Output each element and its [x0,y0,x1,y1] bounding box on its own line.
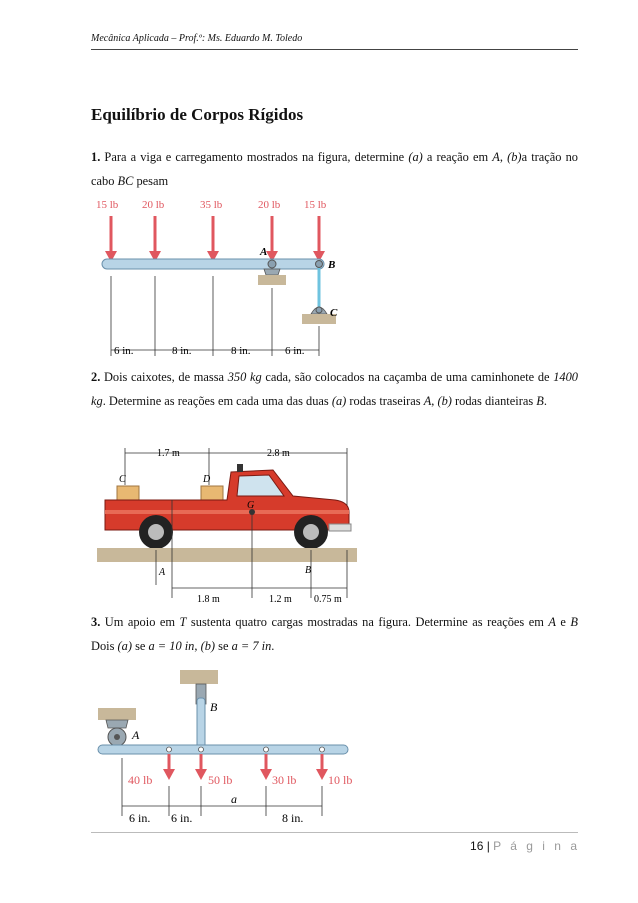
fig1-beam [102,259,324,269]
fig2-ground [97,548,357,562]
footer-separator: | [483,839,494,853]
fig1-load-5: 15 lb [304,199,327,211]
problem-2-text-d: rodas traseiras [346,394,424,408]
problem-1-text-b: a reação em [422,150,493,164]
fig3-dim-3: 8 in. [282,811,304,825]
problem-2-var-a: A [423,394,432,408]
fig3-load-2: 50 lb [208,773,233,787]
problem-3-number: 3. [91,615,101,629]
problem-3-var-t: T [179,615,187,629]
fig2-label-a: A [159,567,166,578]
figure-1-beam [92,196,352,358]
problem-3-em-b: (b) [200,639,216,653]
problem-1-text-e: pesam [133,174,169,188]
problem-3-text-b: sustenta quatro cargas mostradas na figura. Determine as reações em [186,615,549,629]
page-number: 16 [470,839,484,853]
fig1-load-2: 20 lb [142,199,165,211]
fig1-dim-2: 8 in. [172,345,192,357]
fig1-support-a-ground [258,275,286,285]
problem-1-text-c: , [499,150,508,164]
fig2-label-c: C [119,474,126,485]
problem-2-text-e: , [431,394,438,408]
fig1-load-4: 20 lb [258,199,281,211]
fig2-label-g: G [247,500,255,511]
problem-2-text-c: . Determine as reações em cada uma das duas [102,394,332,408]
fig1-label-a: A [260,246,268,258]
fig3-label-a: A [132,728,140,742]
fig2-dim-top-2: 2.8 m [267,448,290,459]
footer-rule [91,832,578,833]
fig2-crate-d [201,486,223,500]
figure-3-beam [92,666,360,826]
fig2-dim-top-1: 1.7 m [157,448,180,459]
fig1-label-b: B [328,259,336,271]
problem-3-text [91,610,578,658]
problem-2-var-b: B [536,394,544,408]
fig3-support-a-ground [98,708,136,720]
fig2-label-d: D [203,474,211,485]
problem-1-var-a: A [492,150,500,164]
problem-2-text-f: rodas dianteiras [451,394,537,408]
fig1-dim-4: 6 in. [285,345,305,357]
problem-2-mass2: 1400 kg [91,370,578,408]
problem-3-text-d: Dois [91,639,118,653]
problem-1-number: 1. [91,150,101,164]
figure-2-truck [97,440,357,608]
fig3-vertical-member [197,698,205,750]
problem-1-text [91,145,578,193]
fig3-dim-2: 6 in. [171,811,193,825]
problem-2-text-g: . [543,394,547,408]
fig1-label-c: C [330,307,338,319]
running-header: Mecânica Aplicada – Prof.º: Ms. Eduardo M. Toledo [91,33,303,44]
page-title: Equilíbrio de Corpos Rígidos [91,105,304,124]
problem-2-em-a: (a) [331,394,347,408]
fig2-dim-bottom-1: 1.8 m [197,594,220,605]
problem-2-text [91,365,578,413]
page-word: P á g i n a [493,839,580,853]
fig1-load-3: 35 lb [200,199,223,211]
fig3-dim-1: 6 in. [129,811,151,825]
problem-2-mass: 350 kg [227,370,262,384]
problem-3-text-a: Um apoio em [100,615,180,629]
fig2-dim-bottom-2: 1.2 m [269,594,292,605]
problem-3-text-f: , [194,639,201,653]
fig3-dim-a: a [231,792,237,806]
problem-2-text-a: Dois caixotes, de massa [100,370,228,384]
fig2-dim-bottom-3: 0.75 m [314,594,342,605]
problem-3-text-h: . [271,639,275,653]
fig3-load-1: 40 lb [128,773,153,787]
fig2-label-b: B [305,565,312,576]
problem-3-eq-a: a = 10 in [148,639,195,653]
page-footer [470,839,580,853]
problem-1-var-b: BC [117,174,134,188]
fig1-load-1: 15 lb [96,199,119,211]
problem-3-eq-b: a = 7 in [231,639,272,653]
problem-2-em-b: (b) [437,394,452,408]
fig3-load-4: 10 lb [328,773,353,787]
problem-2-number: 2. [91,370,101,384]
problem-1-em-a: (a) [408,150,423,164]
problem-3-var-b: B [570,615,578,629]
fig2-crate-c [117,486,139,500]
fig1-dim-3: 8 in. [231,345,251,357]
problem-3-text-e: se [131,639,149,653]
fig3-load-3: 30 lb [272,773,297,787]
problem-1-text-a: Para a viga e carregamento mostrados na figura, determine [100,150,409,164]
problem-1-text-d: a tração no cabo [91,150,578,188]
fig3-label-b: B [210,700,218,714]
fig1-dim-1: 6 in. [114,345,134,357]
problem-1-em-b: (b) [507,150,522,164]
problem-2-text-b: cada, são colocados na caçamba de uma caminhonete de [261,370,554,384]
problem-3-var-a: A [548,615,556,629]
problem-3-text-g: se [215,639,232,653]
header-rule [91,49,578,50]
fig3-beam [98,745,348,754]
fig3-support-b-ground [180,670,218,684]
problem-3-em-a: (a) [117,639,132,653]
problem-3-text-c: e [555,615,571,629]
